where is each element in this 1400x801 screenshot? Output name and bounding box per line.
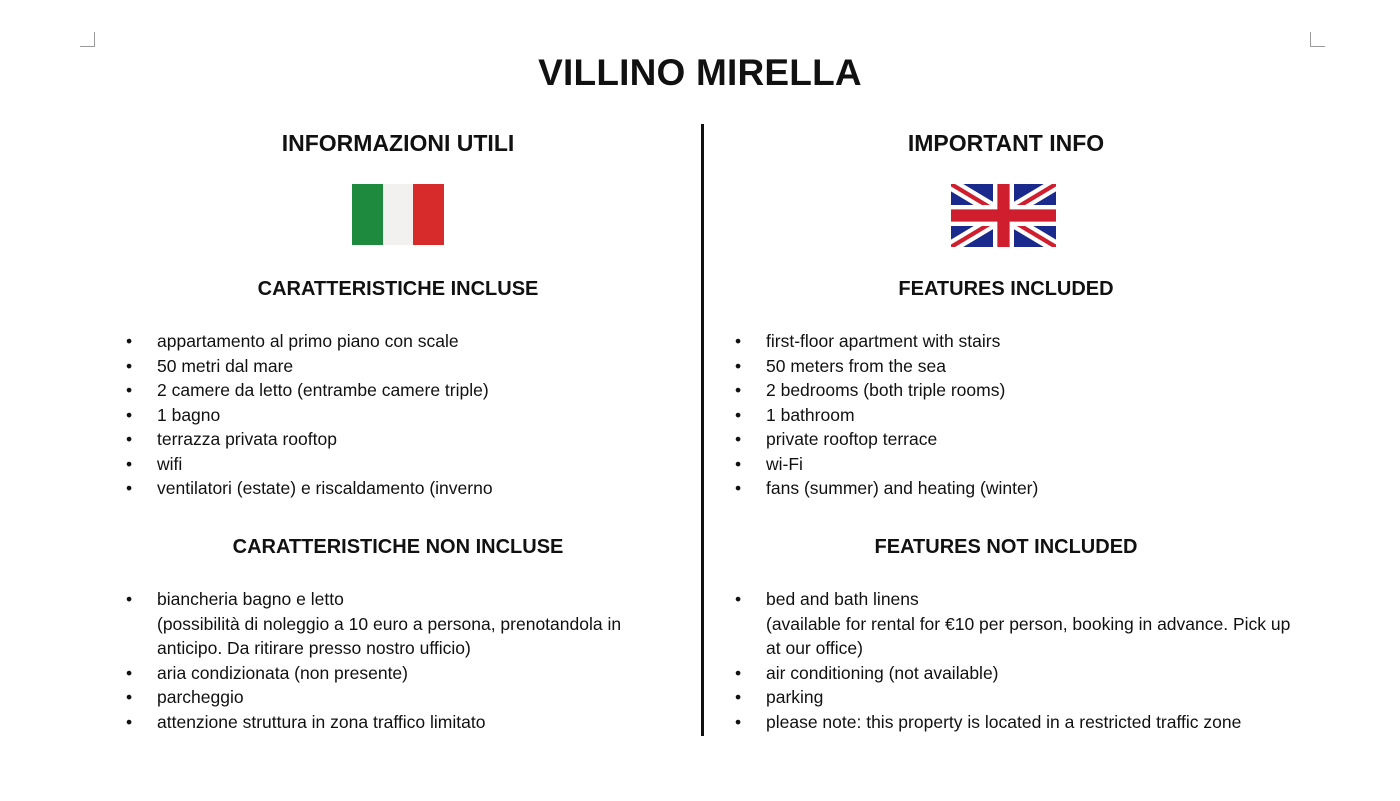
bullet-icon: •	[126, 355, 133, 376]
page-corner-mark	[80, 32, 95, 47]
italian-heading: INFORMAZIONI UTILI	[281, 130, 515, 156]
bullet-icon: •	[735, 687, 742, 707]
column-divider	[701, 124, 704, 736]
uk-flag-icon	[951, 184, 1056, 247]
italian-flag-icon	[352, 184, 444, 245]
list-item	[707, 710, 1307, 735]
list-item-text: terrazza privata rooftop	[157, 429, 337, 449]
bullet-icon: •	[126, 711, 133, 732]
bullet-icon: •	[735, 355, 742, 376]
list-item	[707, 403, 1307, 428]
flag-stripe-red	[413, 184, 444, 245]
bullet-icon: •	[735, 589, 742, 609]
italian-not-included-list	[98, 587, 688, 734]
english-included-title: FEATURES INCLUDED	[898, 278, 1114, 300]
bullet-icon: •	[735, 331, 742, 351]
english-not-included-list	[707, 587, 1307, 734]
list-item-text: 1 bagno	[157, 404, 221, 425]
list-item	[98, 452, 688, 477]
italian-not-included-title: CARATTERISTICHE NON INCLUSE	[232, 536, 564, 558]
bullet-icon: •	[126, 453, 133, 474]
list-item	[707, 378, 1307, 403]
bullet-icon: •	[126, 404, 133, 425]
list-item-text: wifi	[157, 453, 183, 474]
bullet-icon: •	[735, 453, 742, 474]
list-item	[98, 476, 688, 501]
list-item	[707, 329, 1307, 354]
list-item	[98, 685, 688, 710]
list-item-text: 50 metri dal mare	[157, 355, 294, 376]
list-item-text: appartamento al primo piano con scale	[157, 331, 459, 351]
list-item-text: attenzione struttura in zona traffico limitato	[157, 711, 486, 732]
list-item-text: 50 meters from the sea	[766, 355, 946, 376]
list-item	[707, 427, 1307, 452]
list-item	[98, 403, 688, 428]
list-item-text: parcheggio	[157, 687, 244, 707]
list-item-text: biancheria bagno e letto	[157, 589, 344, 609]
bullet-icon: •	[735, 404, 742, 425]
flag-stripe-white	[383, 184, 414, 245]
bullet-icon: •	[126, 687, 133, 707]
list-item	[98, 661, 688, 686]
list-item-detail: (available for rental for €10 per person, booking in advance. Pick up at our office)	[766, 613, 1291, 658]
list-item-text: wi-Fi	[766, 453, 803, 474]
english-included-list	[707, 329, 1307, 501]
bullet-icon: •	[735, 662, 742, 683]
list-item	[98, 378, 688, 403]
list-item-text: 1 bathroom	[766, 404, 855, 425]
list-item-detail: (possibilità di noleggio a 10 euro a persona, prenotandola in anticipo. Da ritirare presso nostro ufficio)	[157, 613, 622, 658]
list-item-text: please note: this property is located in a restricted traffic zone	[766, 711, 1242, 732]
list-item	[707, 661, 1307, 686]
bullet-icon: •	[126, 589, 133, 609]
bullet-icon: •	[735, 380, 742, 400]
list-item	[707, 354, 1307, 379]
bullet-icon: •	[735, 711, 742, 732]
bullet-icon: •	[126, 331, 133, 351]
english-heading: IMPORTANT INFO	[907, 130, 1105, 156]
list-item-text: fans (summer) and heating (winter)	[766, 478, 1039, 498]
italian-included-list	[98, 329, 688, 501]
list-item-text: air conditioning (not available)	[766, 662, 999, 683]
list-item-text: 2 camere da letto (entrambe camere triple)	[157, 380, 489, 400]
list-item	[707, 587, 1307, 661]
list-item	[707, 685, 1307, 710]
list-item-text: aria condizionata (non presente)	[157, 662, 408, 683]
document-title: VILLINO MIRELLA	[538, 52, 862, 93]
list-item-text: parking	[766, 687, 824, 707]
english-not-included-title: FEATURES NOT INCLUDED	[874, 536, 1138, 558]
bullet-icon: •	[126, 662, 133, 683]
list-item	[98, 354, 688, 379]
bullet-icon: •	[735, 429, 742, 449]
list-item-text: first-floor apartment with stairs	[766, 331, 1001, 351]
list-item-text: ventilatori (estate) e riscaldamento (inverno	[157, 478, 493, 498]
italian-included-title: CARATTERISTICHE INCLUSE	[257, 278, 539, 300]
list-item-text: 2 bedrooms (both triple rooms)	[766, 380, 1006, 400]
list-item-text: private rooftop terrace	[766, 429, 938, 449]
list-item	[98, 587, 688, 661]
flag-stripe-green	[352, 184, 383, 245]
list-item	[98, 427, 688, 452]
bullet-icon: •	[126, 478, 133, 498]
list-item	[707, 476, 1307, 501]
list-item	[98, 329, 688, 354]
bullet-icon: •	[126, 380, 133, 400]
list-item	[707, 452, 1307, 477]
list-item	[98, 710, 688, 735]
bullet-icon: •	[126, 429, 133, 449]
list-item-text: bed and bath linens	[766, 589, 919, 609]
page-corner-mark	[1310, 32, 1325, 47]
bullet-icon: •	[735, 478, 742, 498]
